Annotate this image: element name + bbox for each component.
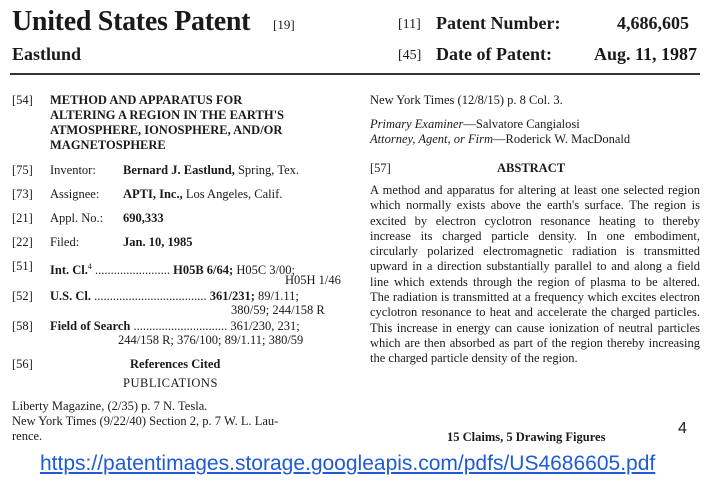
uscl-field-code: [52]: [12, 289, 33, 303]
date-code: [45]: [398, 48, 422, 63]
abstract-heading: ABSTRACT: [497, 161, 566, 175]
uscl-main: 361/231;: [209, 289, 255, 303]
abstract-text: A method and apparatus for altering at least one selected region which normally exists above the earth's surface. The region is excited by electron cyclotron resonance heating to thereby increase its charged particle density. In one embodiment, circularly polarized electromagnetic radiation is transmitted upward in a direction substantially parallel to and along a field line which extends through the region of plasma to be altered. The radiation is transmitted at a frequency which excites electron cyclotron resonance to heat and accelerate the charged particles. This increase in energy can cause ionization of neutral particles which are then absorbed as part of the region thereby increasing the charged particle density of the region.: [370, 183, 700, 366]
publication-line-2: New York Times (9/22/40) Section 2, p. 7 W. L. Lau-: [12, 414, 279, 428]
appl-label: Appl. No.:: [50, 211, 104, 225]
page-number: 4: [678, 420, 687, 437]
appl-field-code: [21]: [12, 211, 33, 225]
filed-label: Filed:: [50, 235, 80, 249]
intcl-line-1: [50, 259, 295, 279]
header-divider: [10, 73, 700, 75]
inventor-label: Inventor:: [50, 163, 96, 177]
assignee-field-code: [73]: [12, 187, 33, 201]
references-cited-heading: References Cited: [130, 357, 221, 371]
attorney-label: Attorney, Agent, or Firm: [370, 132, 494, 146]
intcl-rest-1: H05C 3/00;: [236, 263, 295, 278]
publications-heading: PUBLICATIONS: [123, 376, 218, 390]
intcl-superscript: 4: [87, 262, 92, 271]
nyt-reference: New York Times (12/8/15) p. 8 Col. 3.: [370, 93, 563, 107]
appl-value: 690,333: [123, 211, 164, 225]
intcl-field-code: [51]: [12, 259, 33, 273]
search-rest-1: 361/230, 231;: [230, 319, 300, 333]
examiner-label: Primary Examiner: [370, 117, 464, 131]
assignee-place: Los Angeles, Calif.: [185, 187, 283, 201]
publication-line-1: Liberty Magazine, (2/35) p. 7 N. Tesla.: [12, 399, 208, 413]
uscl-dots: ....................................: [90, 289, 207, 303]
patent-date: Aug. 11, 1987: [594, 44, 698, 64]
patent-number-code: [11]: [398, 17, 421, 32]
title-code: [19]: [273, 17, 295, 32]
inventor-place: Spring, Tex.: [237, 163, 300, 177]
date-label: Date of Patent:: [436, 44, 552, 64]
assignee-label: Assignee:: [50, 187, 100, 201]
inventor-field-code: [75]: [12, 163, 33, 177]
title-field-code: [54]: [12, 93, 33, 107]
search-rest-2: 244/158 R; 376/100; 89/1.11; 380/59: [118, 333, 304, 347]
filed-field-code: [22]: [12, 235, 33, 249]
claims-summary: 15 Claims, 5 Drawing Figures: [447, 430, 606, 444]
inventor-name: Bernard J. Eastlund,: [123, 163, 235, 177]
patent-office-title: United States Patent: [12, 6, 251, 37]
attorney-name: —Roderick W. MacDonald: [493, 132, 631, 146]
uscl-label: U.S. Cl.: [50, 289, 91, 303]
intcl-dots: ........................: [91, 263, 170, 278]
examiner-name: —Salvatore Cangialosi: [463, 117, 580, 131]
inventor-value: [123, 163, 299, 179]
primary-examiner: [370, 117, 580, 133]
invention-title-line-3: ATMOSPHERE, IONOSPHERE, AND/OR: [50, 123, 283, 137]
inventor-surname: Eastlund: [12, 44, 82, 64]
publication-line-3: rence.: [12, 429, 43, 443]
source-url-link[interactable]: https://patentimages.storage.googleapis.com/pdfs/US4686605.pdf: [40, 452, 656, 475]
intcl-main: H05B 6/64;: [173, 263, 234, 278]
refs-field-code: [56]: [12, 357, 33, 371]
intcl-label: Int. Cl.: [50, 263, 88, 278]
attorney: [370, 132, 630, 148]
invention-title-line-1: METHOD AND APPARATUS FOR: [50, 93, 243, 107]
invention-title-line-2: ALTERING A REGION IN THE EARTH'S: [50, 108, 285, 122]
filed-value: Jan. 10, 1985: [123, 235, 193, 249]
assignee-value: [123, 187, 282, 203]
intcl-rest-2: H05H 1/46: [285, 273, 341, 287]
patent-number: 4,686,605: [617, 13, 689, 33]
search-label: Field of Search: [50, 319, 131, 333]
search-field-code: [58]: [12, 319, 33, 333]
abstract-field-code: [57]: [370, 161, 391, 175]
uscl-rest-2: 380/59; 244/158 R: [231, 303, 325, 317]
search-dots: ..............................: [130, 319, 228, 333]
uscl-rest-1: 89/1.11;: [258, 289, 299, 303]
assignee-name: APTI, Inc.,: [123, 187, 183, 201]
invention-title-line-4: MAGNETOSPHERE: [50, 138, 166, 152]
patent-number-label: Patent Number:: [436, 13, 561, 33]
